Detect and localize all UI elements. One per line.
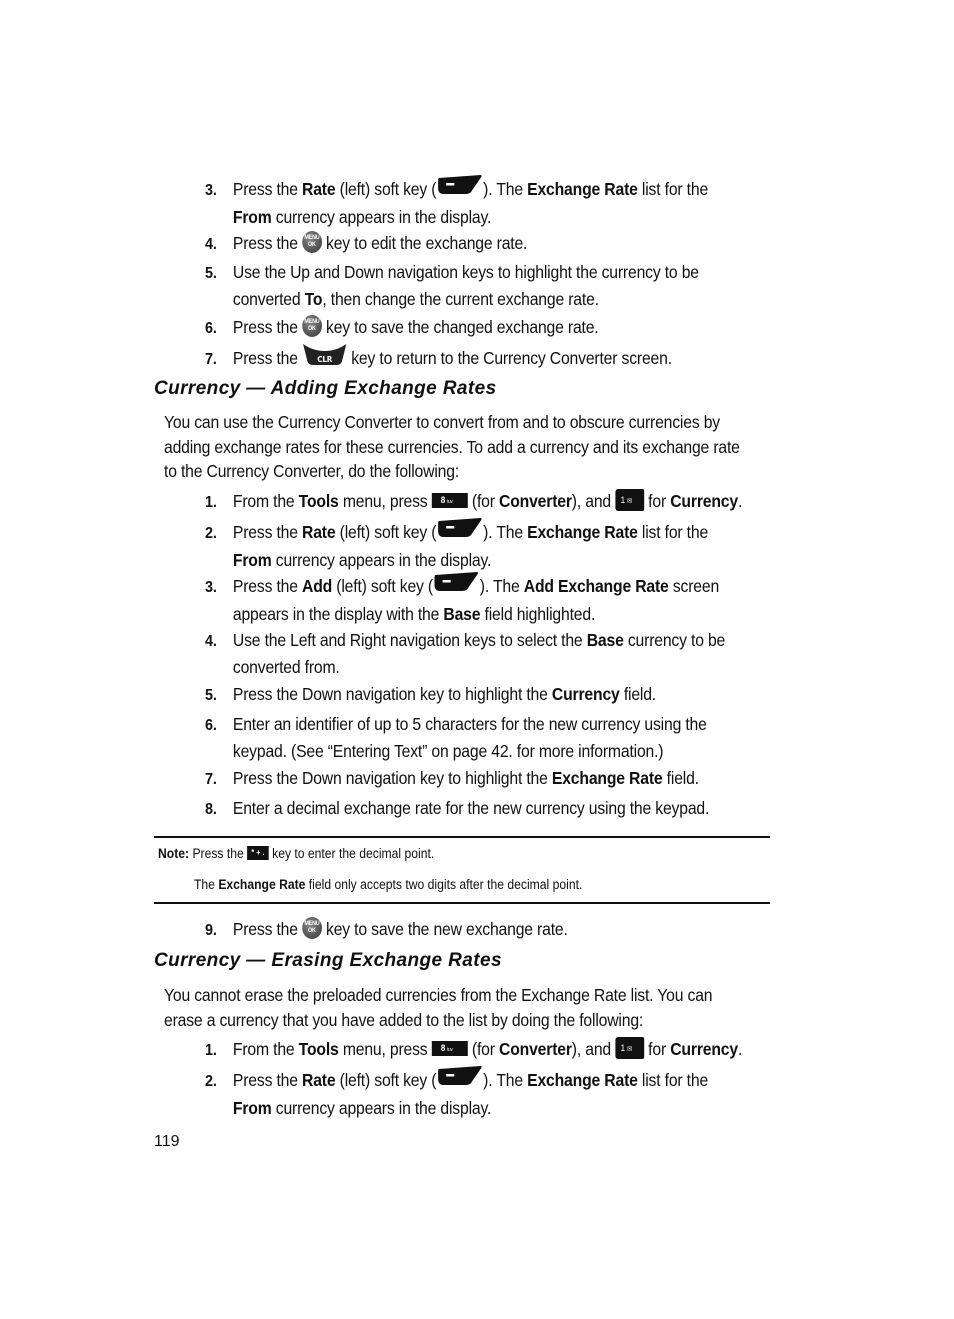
step-text: Press the MENU OK key to save the new exchange rate. [232,919,568,939]
step-number: 6. [205,320,217,337]
list-item [205,260,770,311]
list-item [205,315,770,342]
icon-text: MENU [304,921,320,928]
step-text-continuation: keypad. (See “Entering Text” on page 42. for more information.) [232,740,664,761]
page-number: 119 [154,1133,180,1150]
icon-text: OK [308,326,316,333]
paragraph-line: You cannot erase the preloaded currencies from the Exchange Rate list. You can [164,985,713,1005]
bold-term: Exchange Rate [527,178,638,199]
bold-term: Rate [302,1069,336,1090]
bold-term: Converter [499,1039,572,1059]
step-text: Use the Left and Right navigation keys to select the Base currency to be [232,630,726,650]
bold-term: From [232,549,272,570]
note-label: Note: [158,846,190,861]
step-number: 5. [205,687,217,704]
key-1-icon: 1 ✉ [615,1037,644,1059]
step-text: Enter a decimal exchange rate for the new currency using the keypad. [232,798,710,818]
paragraph-line: erase a currency that you have added to the list by doing the following: [164,1009,644,1030]
left-soft-key-icon [436,174,483,203]
left-soft-key-icon [436,1065,483,1094]
step-text: Press the MENU OK key to save the changed exchange rate. [232,317,599,337]
step-number: 1. [205,494,217,511]
step-text: Press the MENU OK key to edit the exchange rate. [232,233,528,253]
key-8-icon: 8 tuv [432,1041,468,1056]
step-number: 6. [205,717,217,734]
step-number: 3. [205,578,217,596]
star-key-icon: * + . [247,846,269,860]
step-number: 2. [205,1072,217,1090]
step-text: From the Tools menu, press 8 tuv (for Converter), and 1 ✉ for Currency. [232,1039,743,1059]
step-number: 2. [205,524,217,542]
paragraph-line: adding exchange rates for these currencies. To add a currency and its exchange rate [164,436,740,457]
list-item [205,766,770,793]
step-text-continuation: From currency appears in the display. [232,549,492,570]
bold-term: Currency [551,684,620,704]
bold-term: Base [443,603,481,624]
bold-term: Add [302,575,333,596]
menu-ok-key-icon [302,315,322,337]
step-number: 8. [205,801,217,818]
step-number: 4. [205,633,217,650]
bold-term: Base [586,630,624,650]
step-number: 9. [205,922,217,939]
step-text: Press the Down navigation key to highlight the Exchange Rate field. [232,768,699,788]
step-number: 5. [205,265,217,282]
bold-term: Exchange Rate [551,768,663,788]
list-item [205,519,770,572]
heading-erasing-exchange-rates: Currency — Erasing Exchange Rates [154,950,502,971]
icon-text: MENU [304,319,320,326]
bold-term: Exchange Rate [527,521,638,542]
step-text: Press the CLR key to return to the Currency Converter screen. [233,348,672,368]
step-text: Press the Add (left) soft key ( ). The Add Exchange Rate screen [233,576,719,596]
note-line-2: The Exchange Rate field only accepts two digits after the decimal point. [194,877,583,892]
paragraph-line: to the Currency Converter, do the following: [164,461,460,481]
list-item [205,628,770,679]
icon-text: MENU [304,235,320,242]
paragraph-adding-intro [164,410,767,484]
left-soft-key-icon [436,517,483,546]
bold-term: Converter [499,491,572,511]
icon-text: OK [308,242,316,249]
bold-term: Currency [670,491,738,511]
bold-term: Add Exchange Rate [523,575,669,596]
note-top-rule [154,836,770,838]
bold-term: Exchange Rate [527,1069,638,1090]
key-1-icon: 1 ✉ [615,489,644,511]
note-text: Press the [192,846,248,861]
icon-text: OK [308,928,316,935]
paragraph-erasing-intro [164,983,767,1032]
list-item [205,682,770,709]
list-item [205,712,770,763]
bold-term: From [232,1097,272,1118]
svg-text:CLR: CLR [317,354,332,365]
step-text: Enter an identifier of up to 5 characters for the new currency using the [232,714,707,734]
step-number: 7. [205,350,217,368]
list-item [205,489,770,516]
bold-term: To [304,288,323,309]
left-soft-key-icon [433,571,480,600]
step-text: From the Tools menu, press 8 tuv (for Converter), and 1 ✉ for Currency. [232,491,743,511]
heading-adding-exchange-rates: Currency — Adding Exchange Rates [154,378,497,399]
list-item [205,344,770,375]
note-bottom-rule [154,902,770,904]
bold-term: Rate [302,178,336,199]
list-item [205,573,770,626]
paragraph-line: You can use the Currency Converter to convert from and to obscure currencies by [164,412,720,432]
menu-ok-key-icon [302,231,322,253]
list-item [205,176,770,229]
list-item [205,1037,770,1064]
step-text-continuation: From currency appears in the display. [232,1097,492,1118]
step-text-continuation: appears in the display with the Base field highlighted. [232,603,596,624]
step-text-continuation: converted To, then change the current exchange rate. [232,288,599,309]
clr-key-icon [302,342,347,373]
list-item [205,231,770,258]
step-number: 3. [205,181,217,199]
step-text-continuation: converted from. [232,656,340,677]
step-text: Press the Rate (left) soft key ( ). The Exchange Rate list for the [233,179,708,199]
step-number: 4. [205,236,217,253]
step-text-continuation: From currency appears in the display. [232,206,492,227]
step-text: Press the Rate (left) soft key ( ). The Exchange Rate list for the [233,1070,708,1090]
bold-term: Tools [298,491,339,511]
note-line-1 [158,846,434,861]
step-text: Use the Up and Down navigation keys to highlight the currency to be [232,262,699,282]
list-item [205,917,770,944]
step-text: Press the Rate (left) soft key ( ). The Exchange Rate list for the [233,522,708,542]
note-text: key to enter the decimal point. [268,846,435,861]
list-item [205,1067,770,1120]
note-bold: Exchange Rate [218,877,306,892]
list-item [205,796,770,823]
bold-term: Currency [670,1039,738,1059]
bold-term: Rate [302,521,336,542]
bold-term: Tools [298,1039,339,1059]
menu-ok-key-icon [302,917,322,939]
step-number: 1. [205,1042,217,1059]
bold-term: From [232,206,272,227]
step-text: Press the Down navigation key to highlight the Currency field. [232,684,657,704]
step-number: 7. [205,771,217,788]
key-8-icon: 8 tuv [432,493,468,508]
